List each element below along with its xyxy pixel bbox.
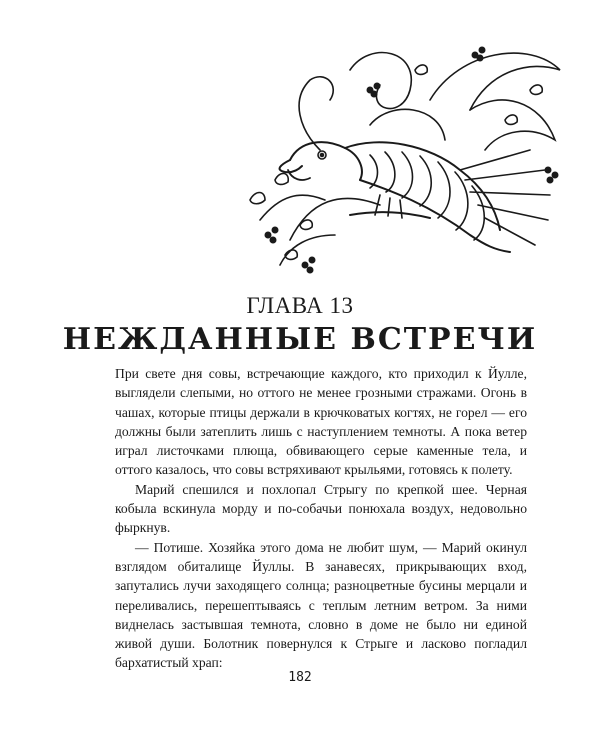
page-number: 182 bbox=[288, 670, 312, 685]
chapter-title: НЕЖДАННЫЕ ВСТРЕЧИ bbox=[62, 322, 538, 357]
paragraph: — Потише. Хозяйка этого дома не любит шум, — Марий окинул взглядом обиталище Йуллы. В занавесях, прикрывающих вход, запутались лучи заходящего солнца; разноцветные бусины мерцали и переливались, перешептываясь с теплым летним ветром. За ними виднелась застывшая темнота, словно в доме не было ни единой живой души. Болотник повернулся к Стрыге и ласково погладил бархатистый храп: bbox=[115, 539, 527, 671]
paragraph: Марий спешился и похлопал Стрыгу по крепкой шее. Черная кобыла вскинула морду и по-собачьи понюхала воздух, недовольно фыркнув. bbox=[115, 481, 527, 536]
bird-ornament-illustration bbox=[230, 30, 570, 280]
body-text bbox=[115, 364, 527, 673]
bird-ornament-icon bbox=[230, 30, 570, 280]
paragraph: При свете дня совы, встречающие каждого, кто приходил к Йулле, выглядели слепыми, но оттого не менее грозными стражами. Огонь в чашах, которые птицы держали в крючковатых когтях, не горел — его должны были затеплить лишь с наступлением темноты. А пока ветер играл листочками плюща, обвивающего серые каменные тела, и оттого казалось, что совы встряхивают крыльями, готовясь к полету. bbox=[115, 366, 527, 478]
chapter-label: ГЛАВА 13 bbox=[246, 293, 354, 318]
